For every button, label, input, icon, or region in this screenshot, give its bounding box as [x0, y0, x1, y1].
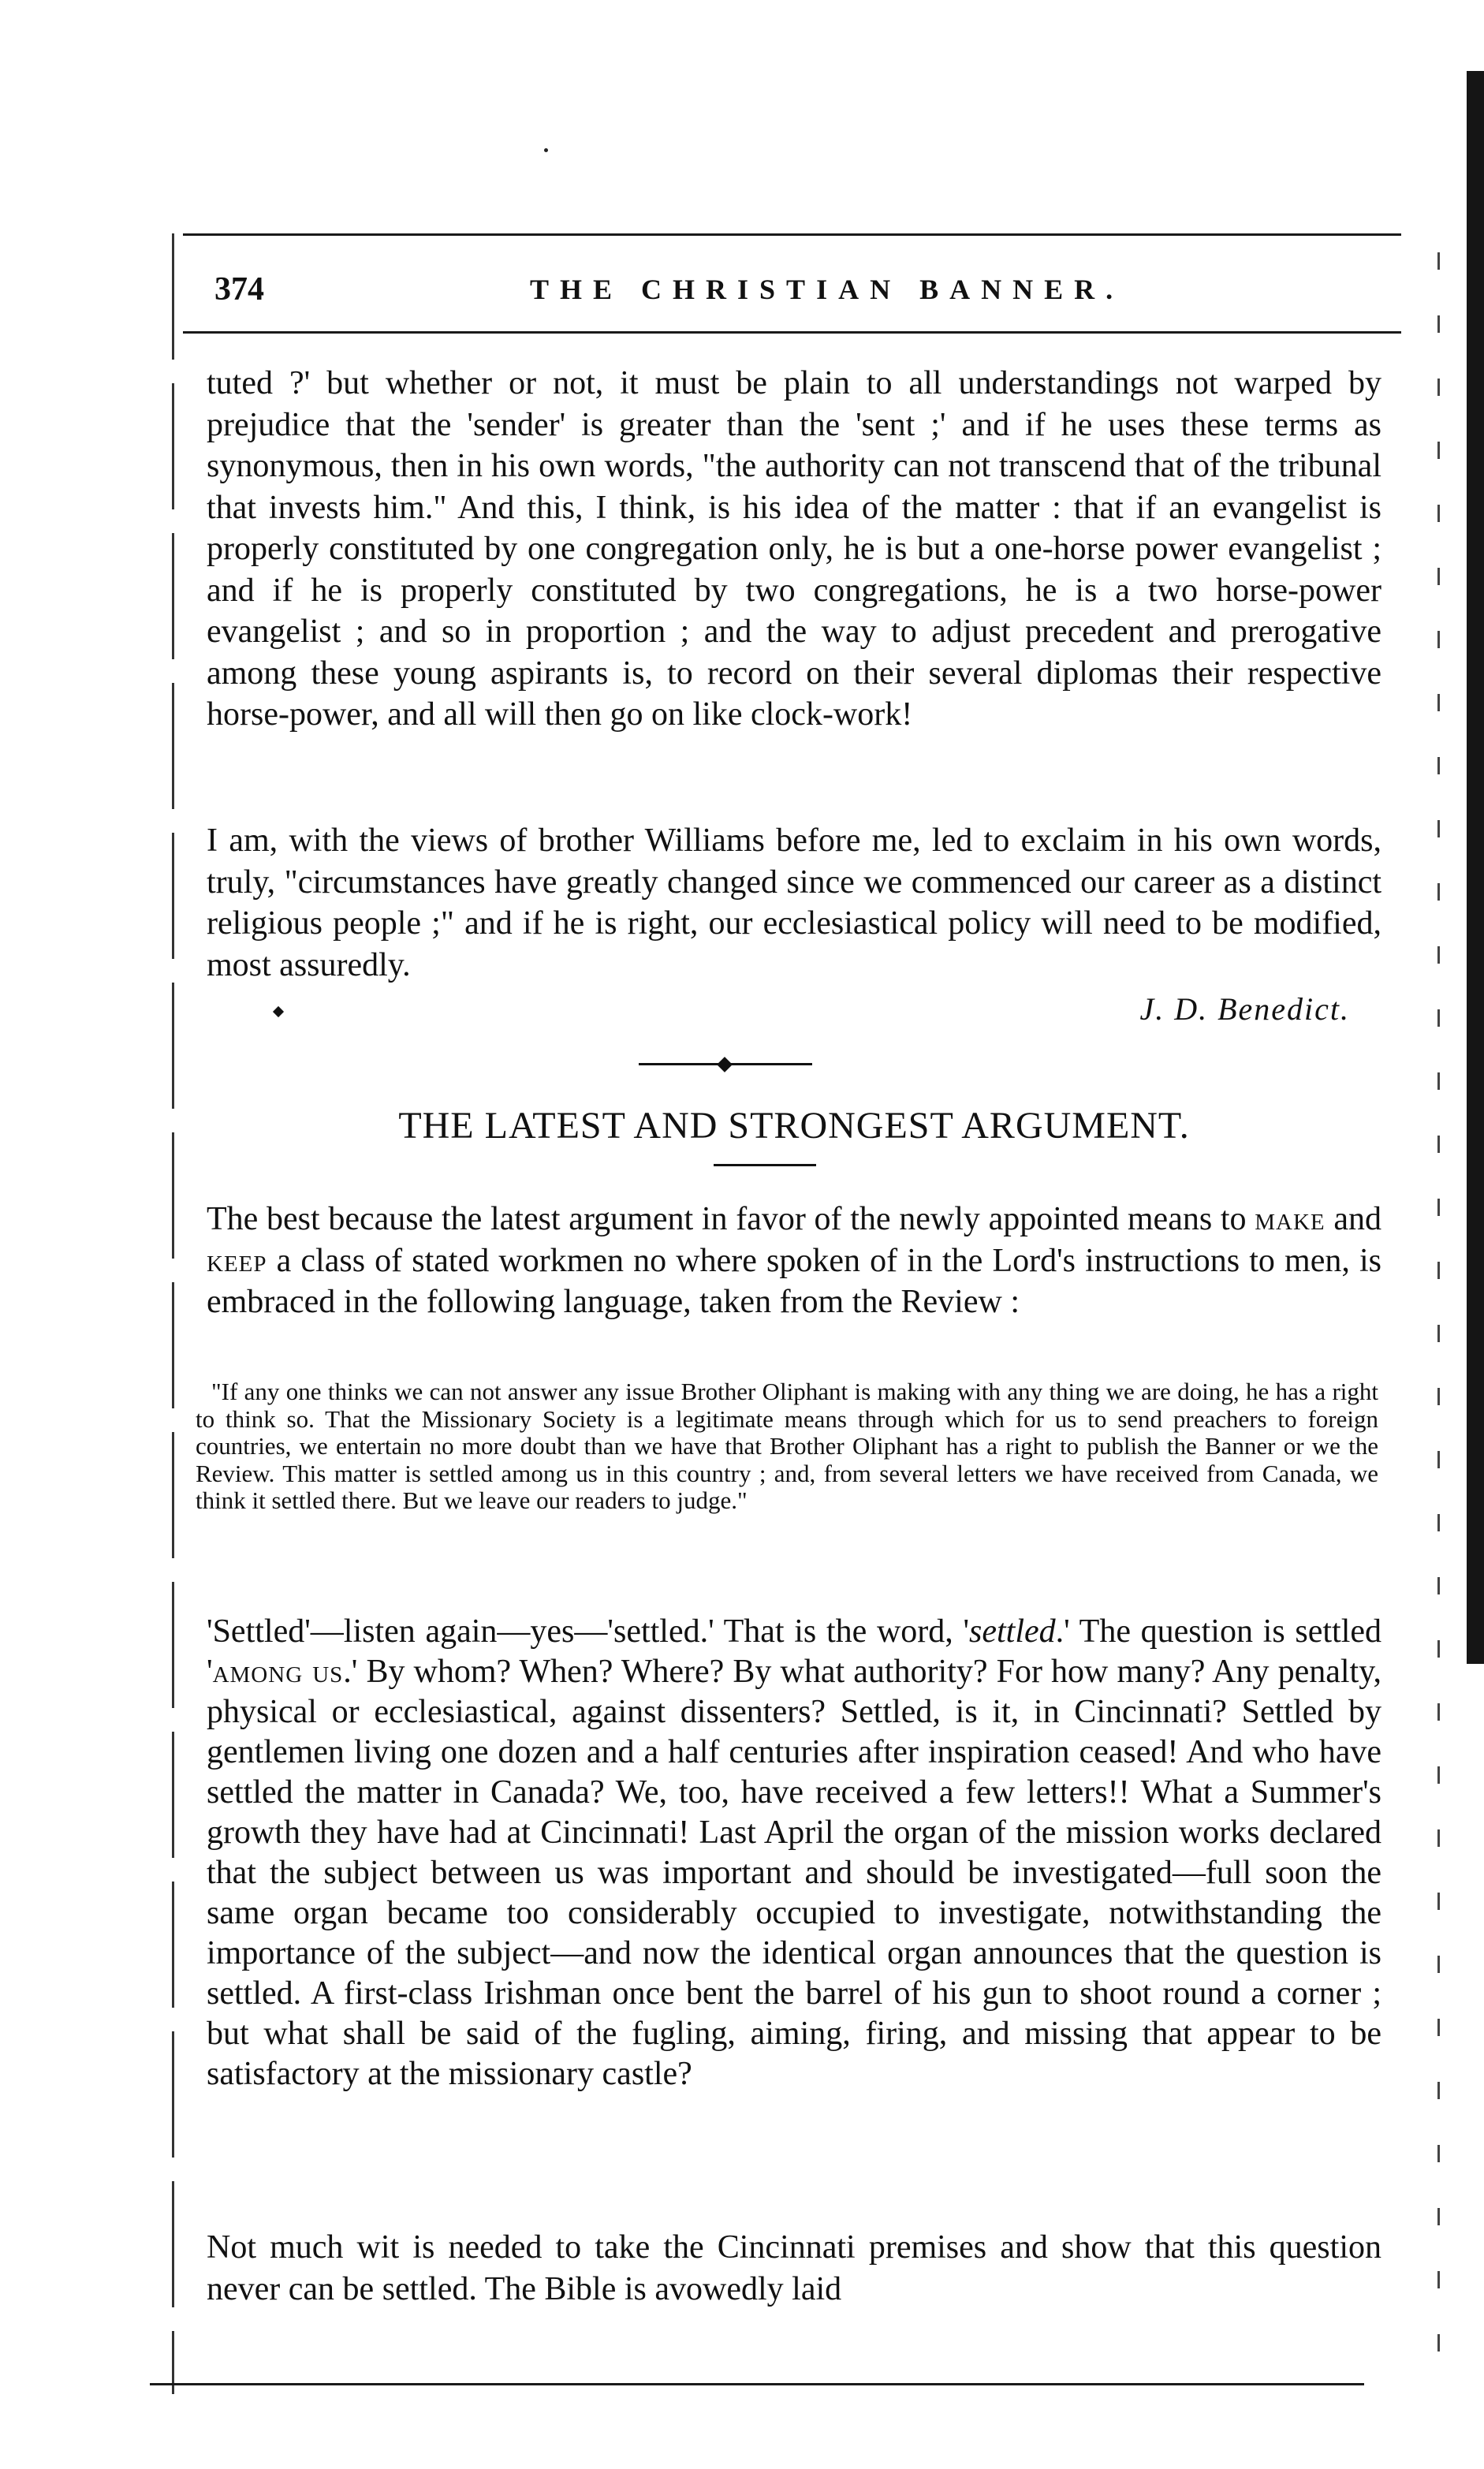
article1-paragraph2	[207, 820, 1381, 986]
top-rule	[183, 233, 1401, 236]
keep-word: keep	[207, 1242, 267, 1279]
article2-paragraph-settled	[207, 1612, 1381, 2094]
review-quotation: "If any one thinks we can not answer any issue Brother Oliphant is making with any thing we are doing, he has a right to think so. That the Missionary Society is a legitimate means through which for us to send preachers to foreign countries, we entertain no more doubt than we have that Brother Oliphant has a right to publish the Banner or we the Review. This matter is settled among us in this country ; and, from several letters we have received from Canada, we think it settled there. But we leave our readers to judge."	[196, 1378, 1378, 1514]
ornament-dot	[273, 1006, 284, 1017]
settled-italic: settled	[969, 1613, 1056, 1650]
make-word: make	[1255, 1201, 1326, 1237]
scan-edge	[1467, 71, 1484, 1664]
intro-text: The best because the latest argument in favor of the newly appointed means to	[207, 1201, 1255, 1237]
paragraph-text	[207, 1199, 1381, 1323]
scan-speck	[544, 148, 548, 152]
settled-text-mid: .' The question is settled '	[207, 1613, 1381, 1690]
author-signature: J. D. Benedict.	[1139, 991, 1350, 1027]
article-title: THE LATEST AND STRONGEST ARGUMENT.	[398, 1105, 1190, 1147]
article1-paragraph1	[207, 363, 1381, 736]
page-number: 374	[214, 271, 264, 308]
article2-paragraph-final	[207, 2227, 1381, 2310]
title-underline	[714, 1164, 816, 1166]
article2-intro	[207, 1199, 1381, 1323]
paragraph-text	[207, 1612, 1381, 2094]
scan-edge-marks	[1437, 252, 1440, 2381]
header-rule	[183, 331, 1401, 334]
paragraph-text: I am, with the views of brother Williams before me, led to exclaim in his own words, truly, "circumstances have greatly changed since we commenced our career as a distinct religious people ;" and if he is right, our ecclesiastical policy will need to be modified, most assuredly.	[207, 822, 1381, 983]
page-header	[214, 262, 1397, 317]
running-title: THE CHRISTIAN BANNER.	[530, 274, 1124, 305]
separator-ornament	[717, 1057, 733, 1072]
paragraph-text: Not much wit is needed to take the Cincinnati premises and show that this question never can be settled. The Bible is avowedly laid	[207, 2229, 1381, 2307]
paragraph-text: tuted ?' but whether or not, it must be plain to all understandings not warped by prejudice that the 'sender' is greater than the 'sent ;' and if he uses these terms as synonymous, then in his own words, "the authority can not transcend that of the tribunal that invests him." And this, I think, is his idea of the matter : that if an evangelist is properly constituted by one congregation only, he is but a one-horse power evangelist ; and if he is properly constituted by two congregations, he is a two horse-power evangelist ; and so in proportion ; and the way to adjust precedent and prerogative among these young aspirants is, to record on their several diplomas their respective horse-power, and all will then go on like clock-work!	[207, 365, 1381, 733]
settled-text-start: 'Settled'—listen again—yes—'settled.' That is the word, '	[207, 1613, 970, 1650]
intro-text-end: a class of stated workmen no where spoken of in the Lord's instructions to men, is embraced in the following language, taken from the Review :	[207, 1242, 1381, 1320]
among-us-smallcaps: among us	[212, 1654, 344, 1690]
and-word: and	[1325, 1201, 1381, 1237]
bottom-rule	[150, 2383, 1364, 2385]
settled-text-end: .' By whom? When? Where? By what authority? For how many? Any penalty, physical or ecclesiastical, against dissenters? Settled, is it, in Cincinnati? Settled by gentlemen living one dozen and a half centuries after inspiration ceased! And who have settled the matter in Canada? We, too, have received a few letters!! What a Summer's growth they have had at Cincinnati! Last April the organ of the mission works declared that the subject between us was important and should be investigated—full soon the same organ became too considerably occupied to investigate, notwithstanding the importance of the subject—and now the identical organ announces that the question is settled. A first-class Irishman once bent the barrel of his gun to shoot round a corner ; but what shall be said of the fugling, aiming, firing, and missing that appear to be satisfactory at the missionary castle?	[207, 1654, 1381, 2092]
left-margin-line	[172, 233, 174, 2394]
